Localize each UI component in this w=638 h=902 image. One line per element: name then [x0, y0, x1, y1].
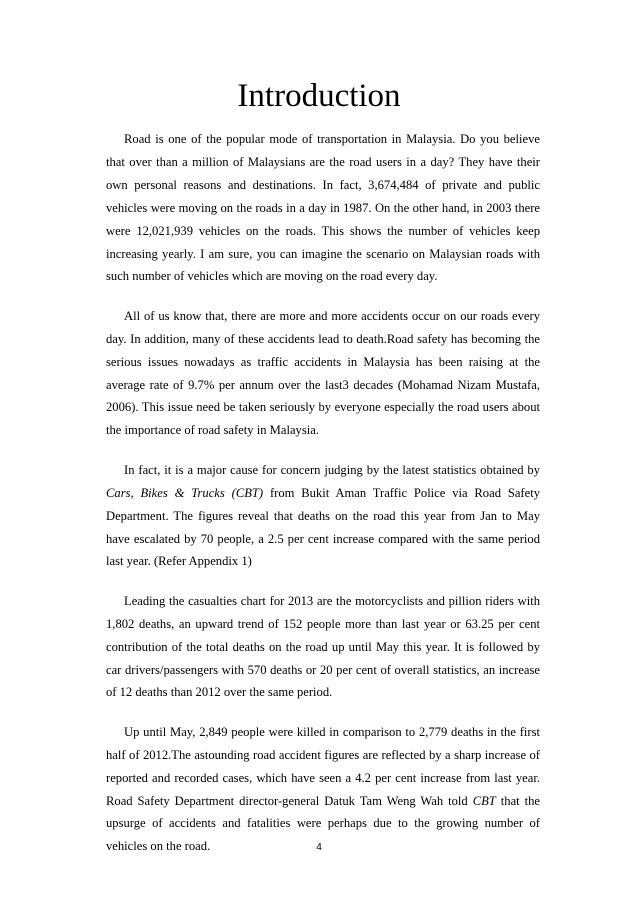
paragraph-3: [106, 459, 540, 574]
paragraph-3-text-a: In fact, it is a major cause for concern judging by the latest statistics obtained by: [124, 462, 540, 477]
body-text: [106, 128, 540, 875]
paragraph-5-publication-name: CBT: [472, 793, 496, 808]
paragraph-4-text: Leading the casualties chart for 2013 are the motorcyclists and pillion riders with 1,802 deaths, an upward trend of 152 people more than last year or 63.25 per cent contribution of the total deaths on the road up until May this year. It is followed by car drivers/passengers with 570 deaths or 20 per cent of overall statistics, an increase of 12 deaths than 2012 over the same period.: [106, 593, 540, 700]
page-title: Introduction: [237, 78, 401, 114]
paragraph-5-text-b: that the upsurge of accidents and fatalities were perhaps due to the growing number of vehicles on the road.: [106, 793, 540, 854]
paragraph-1-text: Road is one of the popular mode of transportation in Malaysia. Do you believe that over than a million of Malaysians are the road users in a day? They have their own personal reasons and destinations. In fact, 3,674,484 of private and public vehicles were moving on the roads in a day in 1987. On the other hand, in 2003 there were 12,021,939 vehicles on the roads. This shows the number of vehicles keep increasing yearly. I am sure, you can imagine the scenario on Malaysian roads with such number of vehicles which are moving on the road every day.: [106, 132, 540, 284]
page-number: 4: [316, 842, 322, 853]
paragraph-5-text-a: Up until May, 2,849 people were killed in comparison to 2,779 deaths in the first half of 2012.The astounding road accident figures are reflected by a sharp increase of reported and recorded cases, which have seen a 4.2 per cent increase from last year. Road Safety Department director-general Datuk Tam Weng Wah told: [106, 724, 540, 808]
paragraph-3-publication-name: Cars, Bikes & Trucks (CBT): [106, 485, 264, 500]
paragraph-4: [106, 590, 540, 705]
paragraph-2-text: All of us know that, there are more and more accidents occur on our roads every day. In addition, many of these accidents lead to death.Road safety has becoming the serious issues nowadays as traffic accidents in Malaysia has been raising at the average rate of 9.7% per annum over the last3 decades (Mohamad Nizam Mustafa, 2006). This issue need be taken seriously by everyone especially the road users about the importance of road safety in Malaysia.: [106, 308, 540, 438]
paragraph-2: [106, 305, 540, 442]
paragraph-5: [106, 721, 540, 858]
paragraph-3-text-b: from Bukit Aman Traffic Police via Road Safety Department. The figures reveal that deaths on the road this year from Jan to May have escalated by 70 people, a 2.5 per cent increase compared with the same period last year. (Refer Appendix 1): [106, 485, 540, 569]
paragraph-1: [106, 128, 540, 288]
